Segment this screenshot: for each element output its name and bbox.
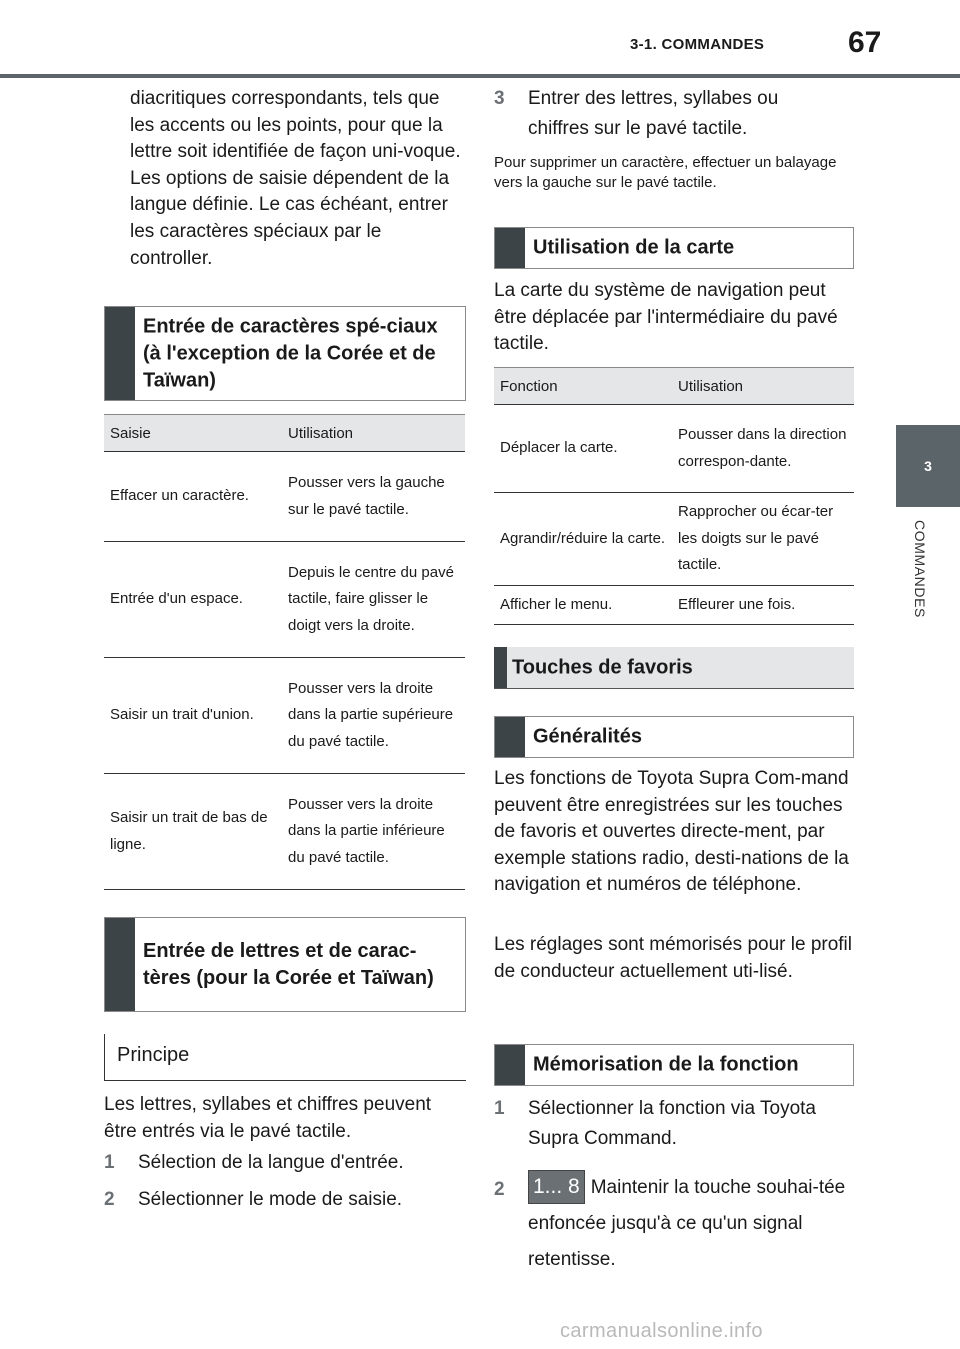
note-text: Pour supprimer un caractère, effectuer un balayage vers la gauche sur le pavé tactile. <box>494 154 837 191</box>
table-cell: Pousser vers la gauche sur le pavé tactile. <box>282 452 465 542</box>
step-text: Entrer des lettres, syllabes ou chiffres sur le pavé tactile. <box>528 88 779 139</box>
table-cell: Effacer un caractère. <box>104 452 282 542</box>
table-cell: Saisir un trait d'union. <box>104 658 282 774</box>
section-bar <box>105 307 135 400</box>
table-row <box>104 542 465 658</box>
table-cell: Effleurer une fois. <box>672 585 854 625</box>
section-title: Mémorisation de la fonction <box>533 1053 799 1076</box>
step-number: 2 <box>104 1189 115 1210</box>
table-cell: Entrée d'un espace. <box>104 542 282 658</box>
section-bar <box>495 717 525 757</box>
step-number: 3 <box>494 88 505 109</box>
table-cell: Pousser vers la droite dans la partie supérieure du pavé tactile. <box>282 658 465 774</box>
principe-paragraph: Les lettres, syllabes et chiffres peuvent être entrés via le pavé tactile. <box>104 1094 432 1142</box>
favorites-paragraph-2: Les réglages sont mémorisés pour le profil de conducteur actuellement uti-lisé. <box>494 934 853 982</box>
map-table <box>494 367 854 625</box>
step-number: 2 <box>494 1179 505 1200</box>
section-special-chars <box>104 306 466 401</box>
step <box>104 1185 466 1215</box>
section-title: Généralités <box>533 725 642 748</box>
table-row <box>104 658 465 774</box>
table-cell: Rapprocher ou écar-ter les doigts sur le pavé tactile. <box>672 493 854 586</box>
header-section-title: 3-1. COMMANDES <box>630 36 765 53</box>
section-bar <box>105 918 135 1011</box>
step-body <box>528 1170 854 1278</box>
table-cell: Agrandir/réduire la carte. <box>494 493 672 586</box>
step-text: Sélectionner la fonction via Toyota Supra Command. <box>528 1098 816 1149</box>
table-row <box>104 774 465 890</box>
subsection-title: Principe <box>117 1044 190 1066</box>
table-header: Utilisation <box>672 368 854 405</box>
step <box>494 1170 854 1274</box>
table-header: Utilisation <box>282 415 465 452</box>
section-favorites <box>494 647 854 689</box>
input-table <box>104 414 465 890</box>
step-text: Sélection de la langue d'entrée. <box>138 1152 404 1173</box>
section-general <box>494 716 854 758</box>
table-cell: Déplacer la carte. <box>494 405 672 493</box>
table-header: Saisie <box>104 415 282 452</box>
intro-paragraph: diacritiques correspondants, tels que les accents ou les points, pour que la lettre soit identifiée de façon uni-voque. Les options de saisie dépendent de la langue définie. Le cas échéant, entrer les caractères spéciaux par le controller. <box>130 88 461 269</box>
table-row <box>104 452 465 542</box>
section-title: Utilisation de la carte <box>533 236 735 259</box>
step-text: Maintenir la touche souhai-tée enfoncée jusqu'à ce qu'un signal retentisse. <box>528 1177 846 1270</box>
section-map <box>494 227 854 269</box>
section-bar <box>495 228 525 268</box>
table-cell: Pousser vers la droite dans la partie inférieure du pavé tactile. <box>282 774 465 890</box>
table-cell: Saisir un trait de bas de ligne. <box>104 774 282 890</box>
table-cell: Depuis le centre du pavé tactile, faire glisser le doigt vers la droite. <box>282 542 465 658</box>
chapter-tab[interactable]: 3 <box>896 425 960 507</box>
favorite-key-chip: 1... 8 <box>528 1170 585 1204</box>
table-cell: Pousser dans la direction correspon-dante. <box>672 405 854 493</box>
table-cell: Afficher le menu. <box>494 585 672 625</box>
watermark: carmanualsonline.info <box>560 1320 763 1342</box>
subsection-principe <box>104 1034 466 1081</box>
table-row <box>494 405 854 493</box>
section-bar <box>495 1045 525 1085</box>
table-header: Fonction <box>494 368 672 405</box>
chapter-tab-label: COMMANDES <box>912 520 928 618</box>
step-text: Sélectionner le mode de saisie. <box>138 1189 403 1210</box>
section-title: Entrée de lettres et de carac-tères (pour la Corée et Taïwan) <box>143 939 434 989</box>
header-rule <box>0 74 960 78</box>
step-number: 1 <box>494 1098 505 1119</box>
map-paragraph: La carte du système de navigation peut être déplacée par l'intermédiaire du pavé tactile. <box>494 280 838 355</box>
section-title: Entrée de caractères spé-ciaux (à l'exception de la Corée et de Taïwan) <box>143 315 438 391</box>
step <box>494 1094 854 1154</box>
section-title: Touches de favoris <box>512 656 693 678</box>
step-number: 1 <box>104 1152 115 1173</box>
section-memorize <box>494 1044 854 1086</box>
step <box>104 1148 466 1178</box>
step <box>494 84 794 144</box>
table-row <box>494 493 854 586</box>
section-bar <box>494 647 507 688</box>
favorites-paragraph: Les fonctions de Toyota Supra Com-mand peuvent être enregistrées sur les touches de favoris et ouvertes directe-ment, par exemple stations radio, desti-nations de la navigation et numéros de téléphone. <box>494 768 849 896</box>
table-row <box>494 585 854 625</box>
section-korea-taiwan <box>104 917 466 1012</box>
page-number: 67 <box>848 26 882 59</box>
